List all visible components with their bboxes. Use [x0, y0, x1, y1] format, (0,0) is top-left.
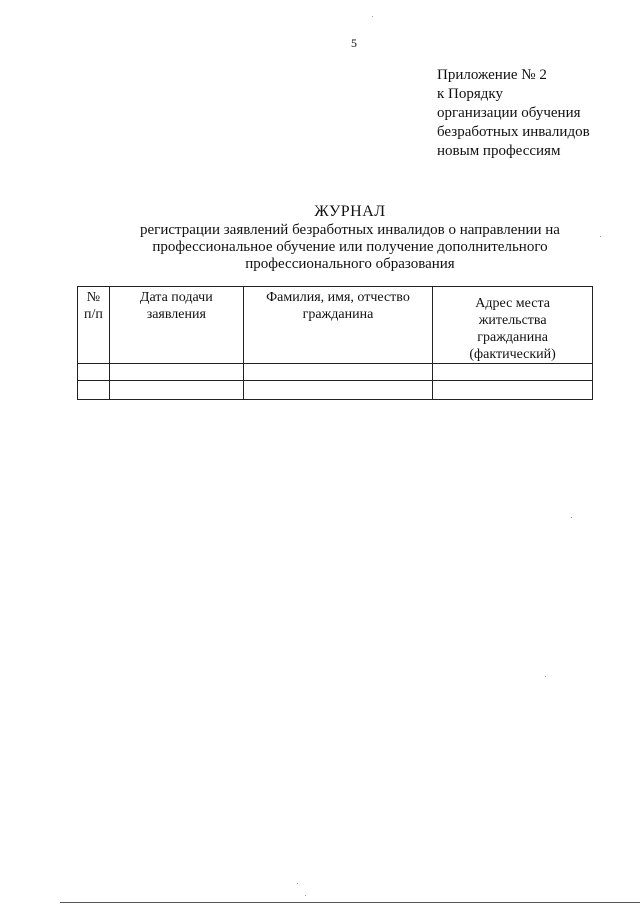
- scan-edge-line: [60, 902, 640, 903]
- header-line: гражданина: [477, 330, 548, 345]
- header-line: жительства: [478, 313, 547, 328]
- appendix-line: новым профессиям: [437, 143, 561, 159]
- table-header-row: [78, 287, 593, 364]
- header-line: Фамилия, имя, отчество: [266, 290, 410, 305]
- header-number: [78, 287, 110, 364]
- header-line: гражданина: [302, 307, 374, 322]
- appendix-line: к Порядку: [437, 86, 503, 102]
- table-row: [78, 381, 593, 400]
- scan-speck: [297, 883, 298, 884]
- registration-journal-table: [77, 286, 593, 400]
- journal-subtitle-line: профессиональное обучение или получение дополнительного: [152, 239, 548, 255]
- journal-heading: [90, 203, 610, 273]
- journal-title: ЖУРНАЛ: [314, 203, 386, 220]
- scan-speck: [571, 517, 572, 518]
- appendix-line: Приложение № 2: [437, 67, 547, 83]
- header-line: (фактический): [469, 347, 556, 362]
- scan-speck: [545, 676, 546, 677]
- table-cell: [243, 381, 433, 400]
- table-cell: [78, 364, 110, 381]
- table-cell: [243, 364, 433, 381]
- header-full-name: [243, 287, 433, 364]
- header-line: Адрес места: [475, 296, 550, 311]
- table-cell: [433, 364, 593, 381]
- header-line: Дата подачи: [139, 290, 213, 305]
- header-line: №: [86, 290, 101, 305]
- table-row: [78, 364, 593, 381]
- header-line: п/п: [84, 307, 103, 322]
- scan-speck: [372, 16, 373, 17]
- journal-subtitle-line: регистрации заявлений безработных инвалидов о направлении на: [140, 222, 560, 238]
- table-cell: [109, 364, 243, 381]
- appendix-note: [437, 66, 590, 161]
- table-cell: [433, 381, 593, 400]
- page-number: 5: [351, 36, 357, 50]
- header-address: [433, 287, 593, 364]
- table-cell: [109, 381, 243, 400]
- appendix-line: организации обучения: [437, 105, 581, 121]
- table-cell: [78, 381, 110, 400]
- header-application-date: [109, 287, 243, 364]
- journal-subtitle-line: профессионального образования: [245, 256, 455, 272]
- header-line: заявления: [146, 307, 206, 322]
- scan-speck: [600, 236, 601, 237]
- appendix-line: безработных инвалидов: [437, 124, 590, 140]
- scan-speck: [305, 895, 306, 896]
